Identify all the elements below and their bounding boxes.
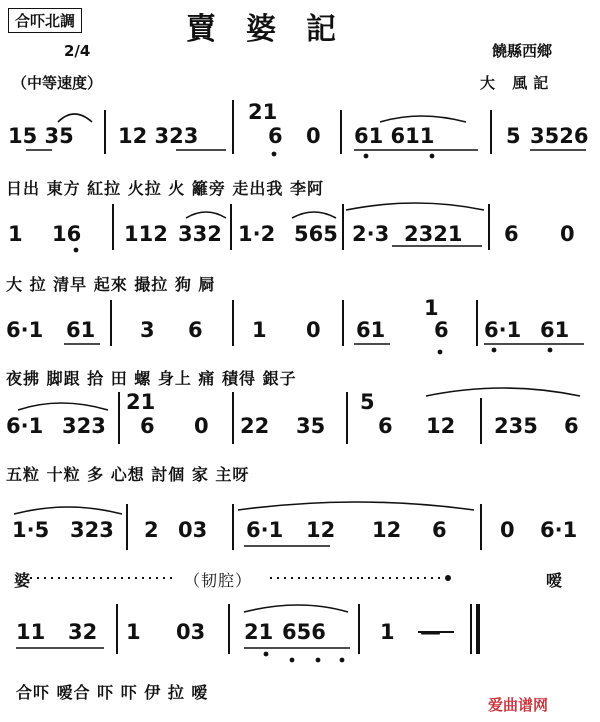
note-group: 0 [500,518,515,542]
note-group: 6 [432,518,447,542]
note-group: 5 [506,124,521,148]
note-group: 03 [176,620,206,644]
note-group: 565 [294,222,338,246]
note-group: 1 [8,222,23,246]
note-group: 11 [16,620,46,644]
note-group: 12 [306,518,336,542]
note-group: 235 [494,414,538,438]
note-group: 21 [248,100,278,124]
note-group: 1 [380,620,395,644]
note-group: 6·1 [6,414,44,438]
note-group: 2·3 [352,222,390,246]
note-group: 61 [540,318,570,342]
note-group: 12 [372,518,402,542]
note-group: 332 [178,222,222,246]
note-group: 61 [66,318,96,342]
note-group: 6·1 [6,318,44,342]
page-title: 賣婆記 [186,12,366,47]
lyric-line: 大 拉 清早 起來 撮拉 狗 屙 [6,275,216,294]
note-group: 16 [52,222,82,246]
source-line-1: 饒縣西鄉 [492,42,553,60]
note-group: 15 35 [8,124,74,148]
lyric-line: 五粒 十粒 多 心想 討個 家 主呀 [6,465,250,484]
note-group: 3 [140,318,155,342]
note-group: 5 [360,390,375,414]
note-group: 6 [188,318,203,342]
note-group: 12 [426,414,456,438]
note-group: 61 611 [354,124,435,148]
note-group: 1·5 [12,518,50,542]
note-group: 6 [564,414,579,438]
lyric-annotation: （韧腔） [184,571,253,590]
note-group: 6 [378,414,393,438]
note-group: 323 [62,414,106,438]
note-group: 112 [124,222,168,246]
note-group: 21 [244,620,274,644]
note-group: 6 [268,124,283,148]
note-group: 03 [178,518,208,542]
note-group: 32 [68,620,98,644]
note-group: 6·1 [484,318,522,342]
note-group: 0 [194,414,209,438]
tempo-marking: （中等速度） [12,74,103,92]
note-group: 6·1 [540,518,578,542]
note-group: 6 [434,318,449,342]
note-group: 656 [282,620,326,644]
mode-label: 合吓北調 [8,8,82,33]
note-group: 0 [306,318,321,342]
note-group: 0 [306,124,321,148]
note-group: 1 [126,620,141,644]
note-group: 12 323 [118,124,199,148]
note-group: 35 [296,414,326,438]
note-group: 6·1 [246,518,284,542]
note-group: 3526 [530,124,589,148]
lyric-line: 嗳 [546,571,564,590]
note-group: 0 [560,222,575,246]
lyric-line: 婆 [14,571,32,590]
note-group: 61 [356,318,386,342]
lyric-line: 合吓 嗳合 吓 吓 伊 拉 嗳 [16,683,209,702]
lyric-line: 日出 東方 紅拉 火拉 火 籬旁 走出我 李阿 [6,179,324,198]
note-group: 1 [424,296,439,320]
source-line-2: 大 風記 [480,74,555,92]
time-signature: 2/4 [64,42,91,60]
lyric-line: 夜拂 脚跟 拾 田 螺 身上 痛 積得 銀子 [6,369,297,388]
note-group: 6 [504,222,519,246]
note-group: — [420,620,441,644]
note-group: 323 [70,518,114,542]
note-group: 21 [126,390,156,414]
note-group: 1·2 [238,222,276,246]
note-group: 2 [144,518,159,542]
note-group: 1 [252,318,267,342]
watermark-logo: 爱曲谱网 [488,696,549,714]
note-group: 22 [240,414,270,438]
note-group: 2321 [404,222,463,246]
note-group: 6 [140,414,155,438]
